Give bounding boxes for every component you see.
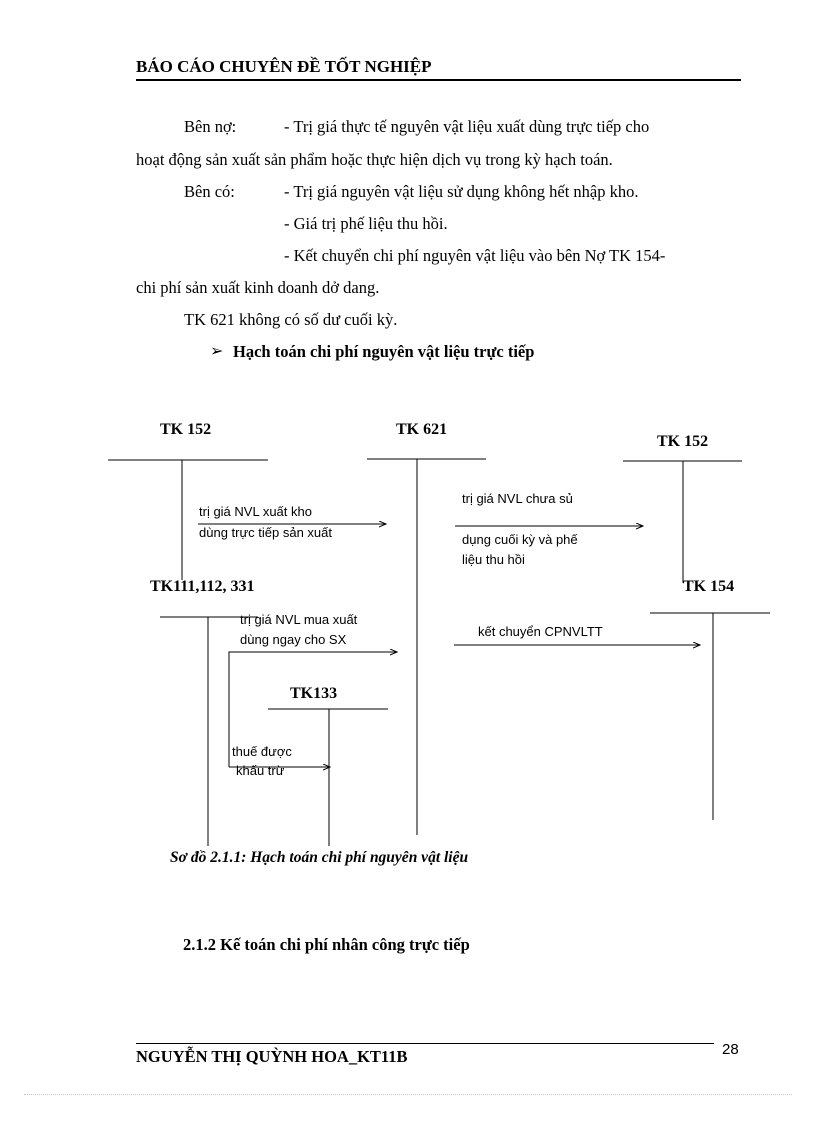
label-nvl-chua-2: dụng cuối kỳ và phế (462, 532, 578, 547)
account-tk154: TK 154 (683, 578, 735, 595)
account-tk621-lines (367, 459, 486, 835)
section-heading: 2.1.2 Kế toán chi phí nhân công trực tiếp (183, 935, 470, 954)
label-ket-chuyen: kết chuyển CPNVLTT (478, 624, 603, 639)
debit-text-cont: hoạt động sản xuất sản phẩm hoặc thực hiện dịch vụ trong kỳ hạch toán. (136, 150, 613, 169)
debit-label: Bên nợ: (184, 117, 237, 136)
credit-label: Bên có: (184, 182, 235, 201)
label-nvl-xuat-2: dùng trực tiếp sản xuất (199, 525, 333, 540)
debit-text: - Trị giá thực tế nguyên vật liệu xuất dùng trực tiếp cho (284, 117, 650, 136)
account-tk152-left-lines (108, 460, 268, 580)
credit-item-1: - Trị giá nguyên vật liệu sử dụng không hết nhập kho. (284, 182, 639, 201)
account-tk111-lines (160, 617, 258, 846)
footer-divider (136, 1043, 714, 1044)
arrow-bullet-icon: ➢ (210, 343, 224, 360)
footer-author-name: NGUYỄN THỊ QUỲNH HOA_KT11B (136, 1047, 408, 1066)
credit-item-2: - Giá trị phế liệu thu hồi. (284, 214, 448, 233)
account-tk133-lines (268, 709, 388, 846)
account-tk152-left: TK 152 (160, 421, 212, 438)
label-thue-2: khấu trừ (236, 763, 285, 778)
label-nvl-xuat-1: trị giá NVL xuất kho (199, 504, 312, 519)
account-tk152-right-lines (623, 461, 742, 583)
page-bottom-border (24, 1094, 792, 1095)
report-header-title: BÁO CÁO CHUYÊN ĐỀ TỐT NGHIỆP (136, 57, 432, 76)
page-number: 28 (722, 1041, 739, 1058)
account-tk154-lines (650, 613, 770, 820)
label-thue-1: thuế được (232, 744, 292, 759)
label-nvl-chua-3: liệu thu hồi (462, 552, 525, 567)
label-nvl-chua-1: trị giá NVL chưa sủ (462, 491, 573, 506)
label-mua-xuat-2: dùng ngay cho SX (240, 632, 347, 647)
diagram-caption: Sơ đồ 2.1.1: Hạch toán chi phí nguyên vật liệu (170, 849, 469, 866)
credit-item-3-cont: chi phí sản xuất kinh doanh dở dang. (136, 278, 380, 297)
account-tk621: TK 621 (396, 421, 448, 438)
account-tk133: TK133 (290, 685, 338, 702)
credit-item-3: - Kết chuyển chi phí nguyên vật liệu vào bên Nợ TK 154- (284, 246, 666, 265)
bullet-heading: Hạch toán chi phí nguyên vật liệu trực tiếp (233, 342, 535, 361)
balance-note: TK 621 không có số dư cuối kỳ. (184, 310, 398, 329)
account-tk152-right: TK 152 (657, 433, 709, 450)
label-mua-xuat-1: trị giá NVL mua xuất (240, 612, 358, 627)
account-tk111-112-331: TK111,112, 331 (150, 578, 255, 595)
